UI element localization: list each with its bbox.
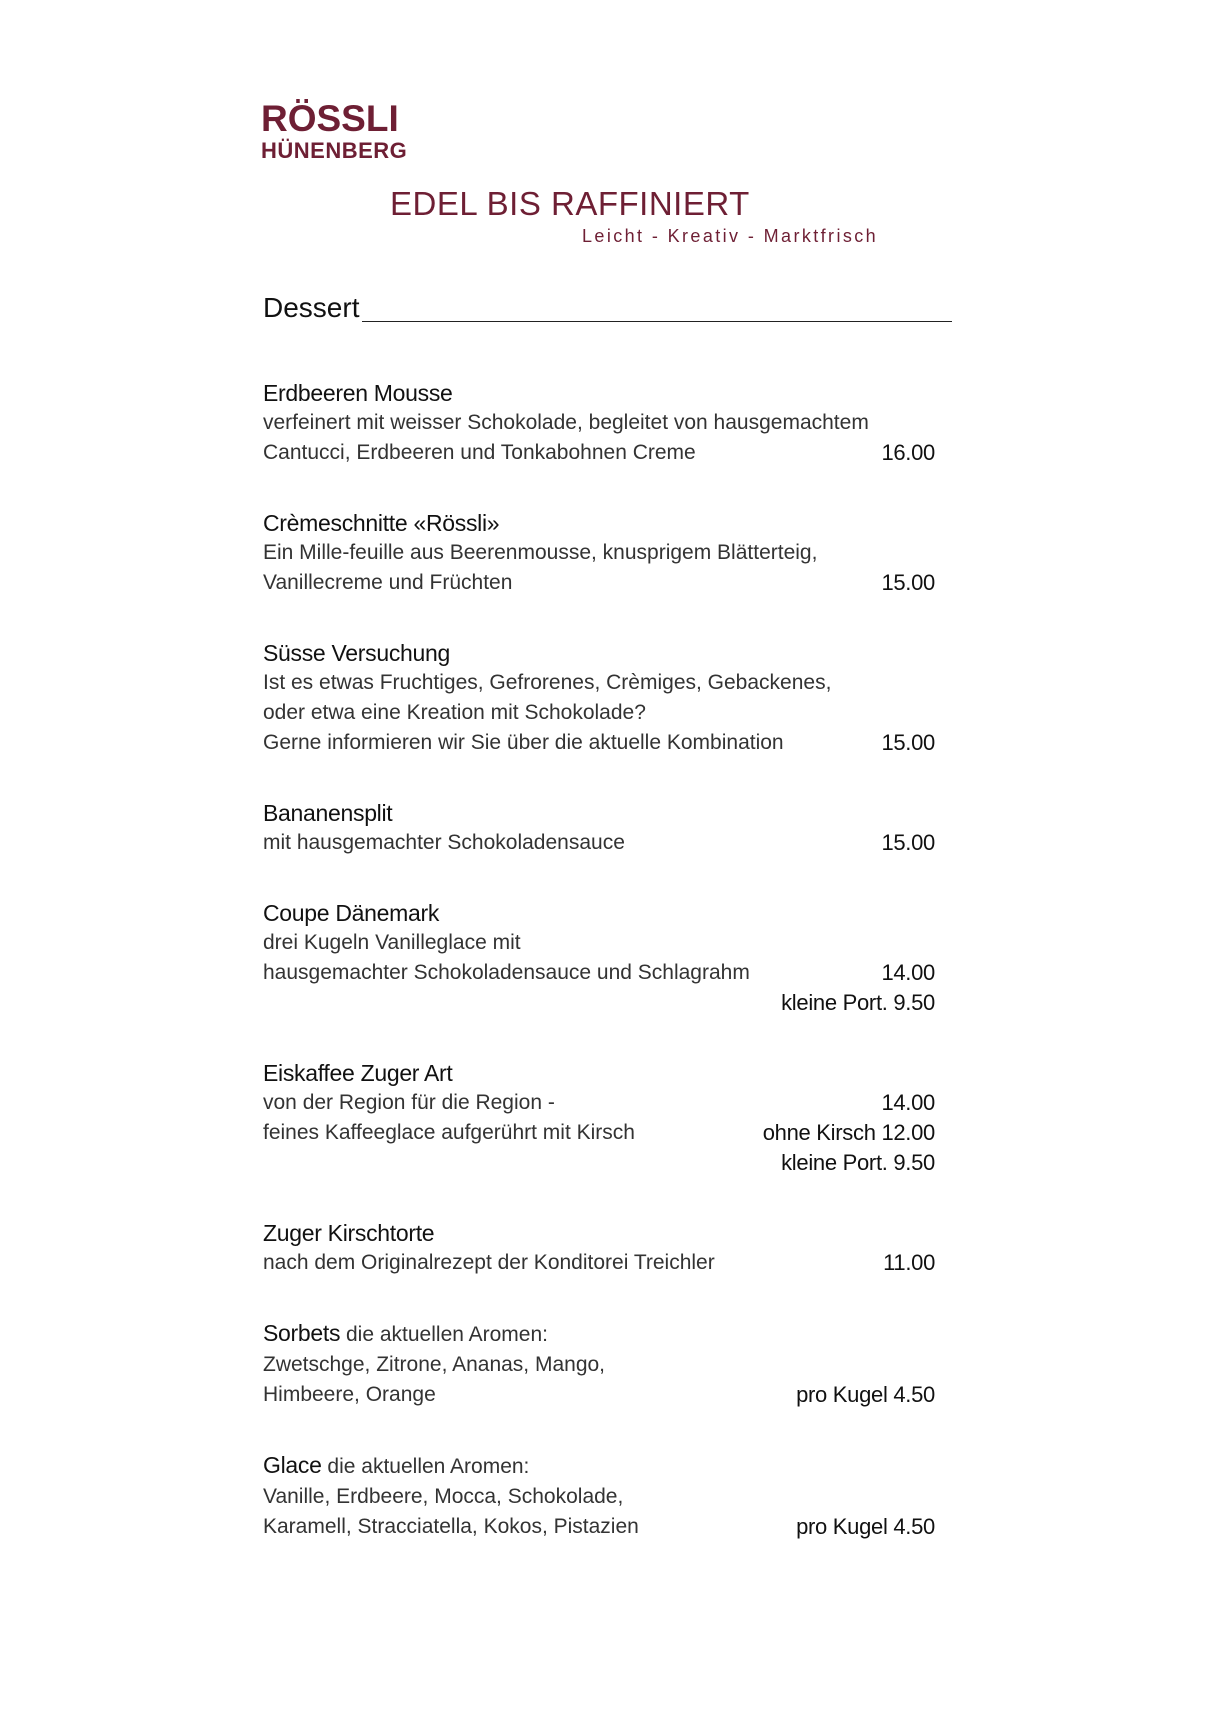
menu-item-description: drei Kugeln Vanilleglace mit <box>263 931 521 954</box>
tagline-title: EDEL BIS RAFFINIERT <box>390 185 750 222</box>
menu-item-line <box>263 438 935 468</box>
menu-item-name: Glace <box>263 1452 322 1478</box>
menu-item-inline-description: die aktuellen Aromen: <box>340 1323 548 1346</box>
menu-item-description: Gerne informieren wir Sie über die aktuelle Kombination <box>263 731 784 754</box>
menu-item-line <box>263 1248 935 1278</box>
menu-item-line <box>263 1118 935 1148</box>
menu-item <box>263 898 935 1018</box>
menu-item-price: kleine Port. 9.50 <box>781 1150 935 1175</box>
menu-item <box>263 1218 935 1278</box>
menu-item-description: nach dem Originalrezept der Konditorei Treichler <box>263 1251 715 1274</box>
tagline <box>390 185 879 246</box>
menu-item-description: mit hausgemachter Schokoladensauce <box>263 831 625 854</box>
menu-item-line <box>263 988 935 1018</box>
menu-item-name: Bananensplit <box>263 800 393 826</box>
menu-item-name: Sorbets <box>263 1320 341 1346</box>
menu-item-heading <box>263 1450 935 1482</box>
menu-item-description: Zwetschge, Zitrone, Ananas, Mango, <box>263 1353 606 1376</box>
menu-item-line <box>263 1088 935 1118</box>
menu-item <box>263 508 935 598</box>
menu-item-price: 14.00 <box>881 960 935 985</box>
menu-item-line <box>263 958 935 988</box>
dessert-menu <box>263 378 935 1582</box>
menu-item-price: 15.00 <box>881 730 935 755</box>
menu-item-heading <box>263 898 935 928</box>
menu-item-description: oder etwa eine Kreation mit Schokolade? <box>263 701 646 724</box>
menu-item <box>263 1058 935 1178</box>
menu-item-price: 15.00 <box>881 570 935 595</box>
menu-item-description: Vanillecreme und Früchten <box>263 571 513 594</box>
menu-item <box>263 378 935 468</box>
restaurant-logo <box>261 100 407 162</box>
menu-item-name: Süsse Versuchung <box>263 640 450 666</box>
tagline-subtitle: Leicht - Kreativ - Marktfrisch <box>582 226 879 246</box>
menu-item-line <box>263 568 935 598</box>
menu-item-line <box>263 1512 935 1542</box>
menu-item <box>263 1318 935 1410</box>
menu-item-heading <box>263 378 935 408</box>
menu-item <box>263 1450 935 1542</box>
logo-name: RÖSSLI <box>261 98 399 139</box>
menu-item-description: Cantucci, Erdbeeren und Tonkabohnen Creme <box>263 441 696 464</box>
menu-item-description: Karamell, Stracciatella, Kokos, Pistazien <box>263 1515 639 1538</box>
menu-item-line <box>263 1380 935 1410</box>
menu-item-price: 15.00 <box>881 830 935 855</box>
menu-item-heading <box>263 1318 935 1350</box>
menu-item-description: Vanille, Erdbeere, Mocca, Schokolade, <box>263 1485 624 1508</box>
menu-item-description: Ein Mille-feuille aus Beerenmousse, knusprigem Blätterteig, <box>263 541 818 564</box>
menu-item-price: ohne Kirsch 12.00 <box>762 1120 935 1145</box>
menu-item-name: Zuger Kirschtorte <box>263 1220 435 1246</box>
menu-item-description: Ist es etwas Fruchtiges, Gefrorenes, Crèmiges, Gebackenes, <box>263 671 832 694</box>
menu-item-name: Eiskaffee Zuger Art <box>263 1060 453 1086</box>
menu-item-price: pro Kugel 4.50 <box>796 1514 935 1539</box>
menu-item-line <box>263 1482 935 1512</box>
menu-item-description: feines Kaffeeglace aufgerührt mit Kirsch <box>263 1121 635 1144</box>
menu-item-description: hausgemachter Schokoladensauce und Schlagrahm <box>263 961 750 984</box>
menu-item-description: von der Region für die Region - <box>263 1091 555 1114</box>
menu-item-line <box>263 1350 935 1380</box>
menu-item-heading <box>263 1218 935 1248</box>
menu-item-name: Crèmeschnitte «Rössli» <box>263 510 500 536</box>
menu-item-heading <box>263 508 935 538</box>
menu-item-line <box>263 828 935 858</box>
menu-item-price: 11.00 <box>883 1250 935 1275</box>
menu-item-price: pro Kugel 4.50 <box>796 1382 935 1407</box>
section-title: Dessert <box>263 292 360 323</box>
menu-item-price: 16.00 <box>881 440 935 465</box>
menu-item-line <box>263 538 935 568</box>
menu-item-name: Erdbeeren Mousse <box>263 380 453 406</box>
menu-item-description: verfeinert mit weisser Schokolade, begleitet von hausgemachtem <box>263 411 869 434</box>
menu-item-line <box>263 668 935 698</box>
menu-item-name: Coupe Dänemark <box>263 900 440 926</box>
logo-location: HÜNENBERG <box>261 138 408 163</box>
menu-item-heading <box>263 798 935 828</box>
menu-item-heading <box>263 638 935 668</box>
menu-item-line <box>263 928 935 958</box>
section-underline <box>362 321 952 322</box>
menu-item-inline-description: die aktuellen Aromen: <box>321 1455 530 1478</box>
menu-item-line <box>263 408 935 438</box>
menu-item-price: 14.00 <box>881 1090 935 1115</box>
menu-item-line <box>263 728 935 758</box>
menu-item-line <box>263 698 935 728</box>
menu-item-line <box>263 1148 935 1178</box>
menu-item-price: kleine Port. 9.50 <box>781 990 935 1015</box>
menu-item-heading <box>263 1058 935 1088</box>
menu-item-description: Himbeere, Orange <box>263 1383 436 1406</box>
menu-item <box>263 798 935 858</box>
menu-item <box>263 638 935 758</box>
